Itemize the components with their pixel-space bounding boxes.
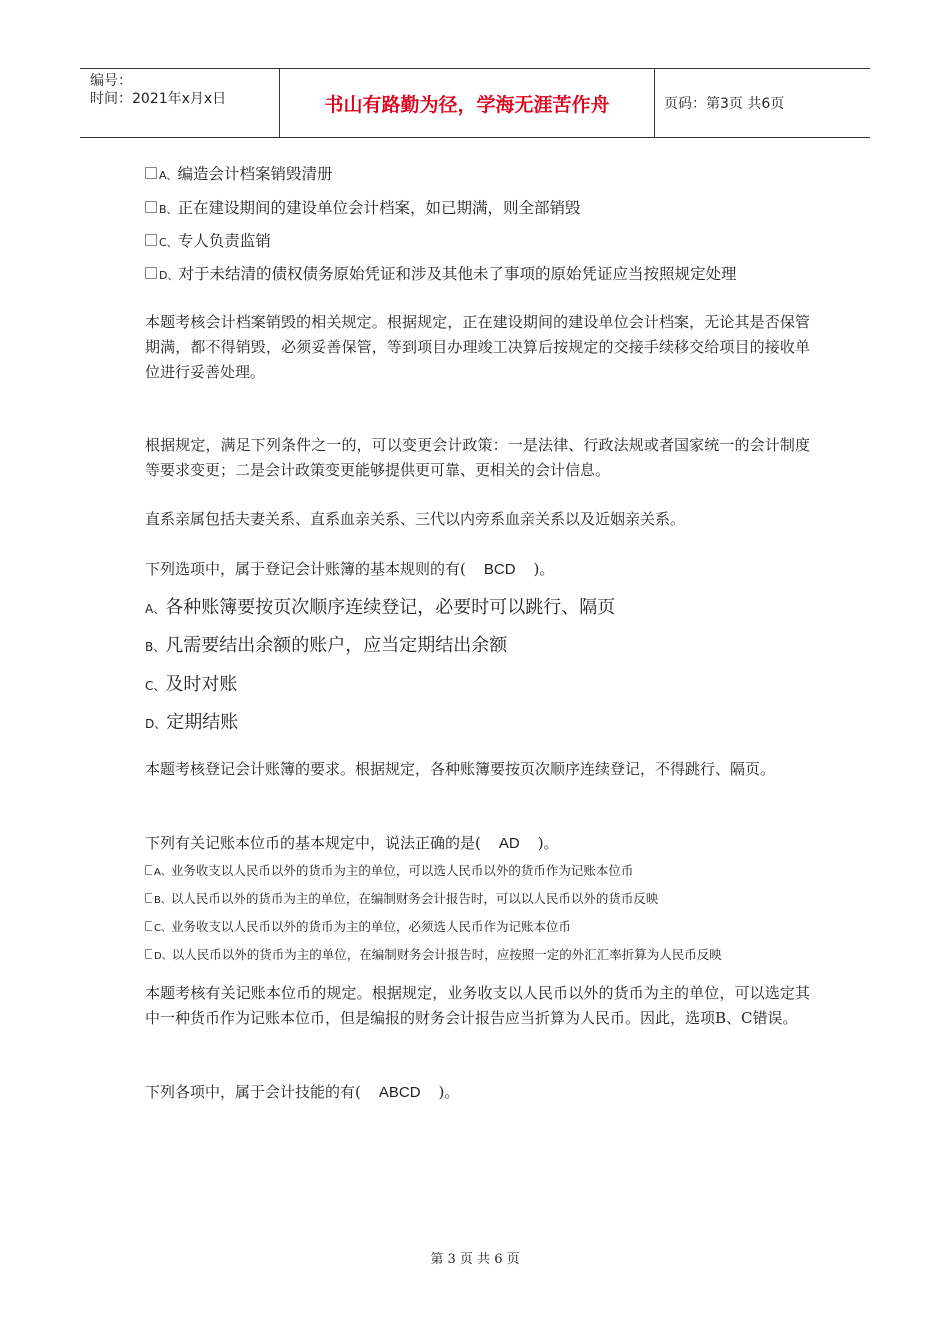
page-header <box>80 68 870 138</box>
checkbox-icon[interactable] <box>145 949 152 959</box>
checkbox-icon[interactable] <box>145 167 157 179</box>
question-2-stem: 下列选项中，属于登记会计账簿的基本规则的有( BCD )。 <box>145 560 555 578</box>
q3-option-c: C、业务收支以人民币以外的货币为主的单位，必须选人民币作为记账本位币 <box>145 917 571 935</box>
explanation-1: 本题考核会计档案销毁的相关规定。根据规定，正在建设期间的建设单位会计档案，无论其是否保管期满，都不得销毁，必须妥善保管，等到项目办理竣工决算后按规定的交接手续移交给项目的接收单位进行妥善处理。 <box>145 313 810 381</box>
checkbox-icon[interactable] <box>145 267 157 279</box>
checkbox-icon[interactable] <box>145 201 157 213</box>
answer: ABCD <box>378 1084 421 1101</box>
q3-option-a: A、业务收支以人民币以外的货币为主的单位，可以选人民币以外的货币作为记账本位币 <box>145 861 633 879</box>
checkbox-icon[interactable] <box>145 234 157 246</box>
q3-option-b: B、以人民币以外的货币为主的单位，在编制财务会计报告时，可以以人民币以外的货币反映 <box>145 889 658 907</box>
q2-option-d: D、定期结账 <box>145 712 239 733</box>
question-4-stem: 下列各项中，属于会计技能的有( ABCD )。 <box>145 1083 460 1101</box>
q1-option-b: B、正在建设期间的建设单位会计档案，如已期满，则全部销毁 <box>145 196 581 218</box>
explanation-2: 根据规定，满足下列条件之一的，可以变更会计政策：一是法律、行政法规或者国家统一的会计制度等要求变更；二是会计政策变更能够提供更可靠、更相关的会计信息。 <box>145 436 810 479</box>
q3-option-d: D、以人民币以外的货币为主的单位，在编制财务会计报告时，应按照一定的外汇汇率折算为人民币反映 <box>145 945 722 963</box>
header-motto: 书山有路勤为径，学海无涯苦作舟 <box>280 69 655 137</box>
number-label: 编号： <box>90 73 132 89</box>
q2-option-b: B、凡需要结出余额的账户，应当定期结出余额 <box>145 635 508 656</box>
q1-option-d: D、对于未结清的债权债务原始凭证和涉及其他未了事项的原始凭证应当按照规定处理 <box>145 262 737 284</box>
answer: AD <box>498 835 520 852</box>
q1-option-c: C、专人负责监销 <box>145 229 271 251</box>
header-page-info: 页码：第3页 共6页 <box>664 96 785 112</box>
time-label: 时间：2021年x月x日 <box>90 91 227 107</box>
explanation-3: 直系亲属包括夫妻关系、直系血亲关系、三代以内旁系血亲关系以及近姻亲关系。 <box>145 510 686 528</box>
checkbox-icon[interactable] <box>145 921 152 931</box>
checkbox-icon[interactable] <box>145 893 152 903</box>
header-meta <box>80 69 280 137</box>
q3-explanation: 本题考核有关记账本位币的规定。根据规定，业务收支以人民币以外的货币为主的单位，可以选定其中一种货币作为记账本位币，但是编报的财务会计报告应当折算为人民币。因此，选项B、C错误。 <box>145 984 810 1027</box>
page-footer: 第 3 页 共 6 页 <box>430 1252 520 1267</box>
q2-option-c: C、及时对账 <box>145 674 238 695</box>
answer: BCD <box>483 561 516 578</box>
q1-option-a: A、编造会计档案销毁清册 <box>145 162 333 184</box>
checkbox-icon[interactable] <box>145 865 152 875</box>
q2-option-a: A、各种账簿要按页次顺序连续登记，必要时可以跳行、隔页 <box>145 597 616 618</box>
q2-explanation: 本题考核登记会计账簿的要求。根据规定，各种账簿要按页次顺序连续登记，不得跳行、隔页。 <box>145 760 776 778</box>
question-3-stem: 下列有关记账本位币的基本规定中，说法正确的是( AD )。 <box>145 834 559 852</box>
